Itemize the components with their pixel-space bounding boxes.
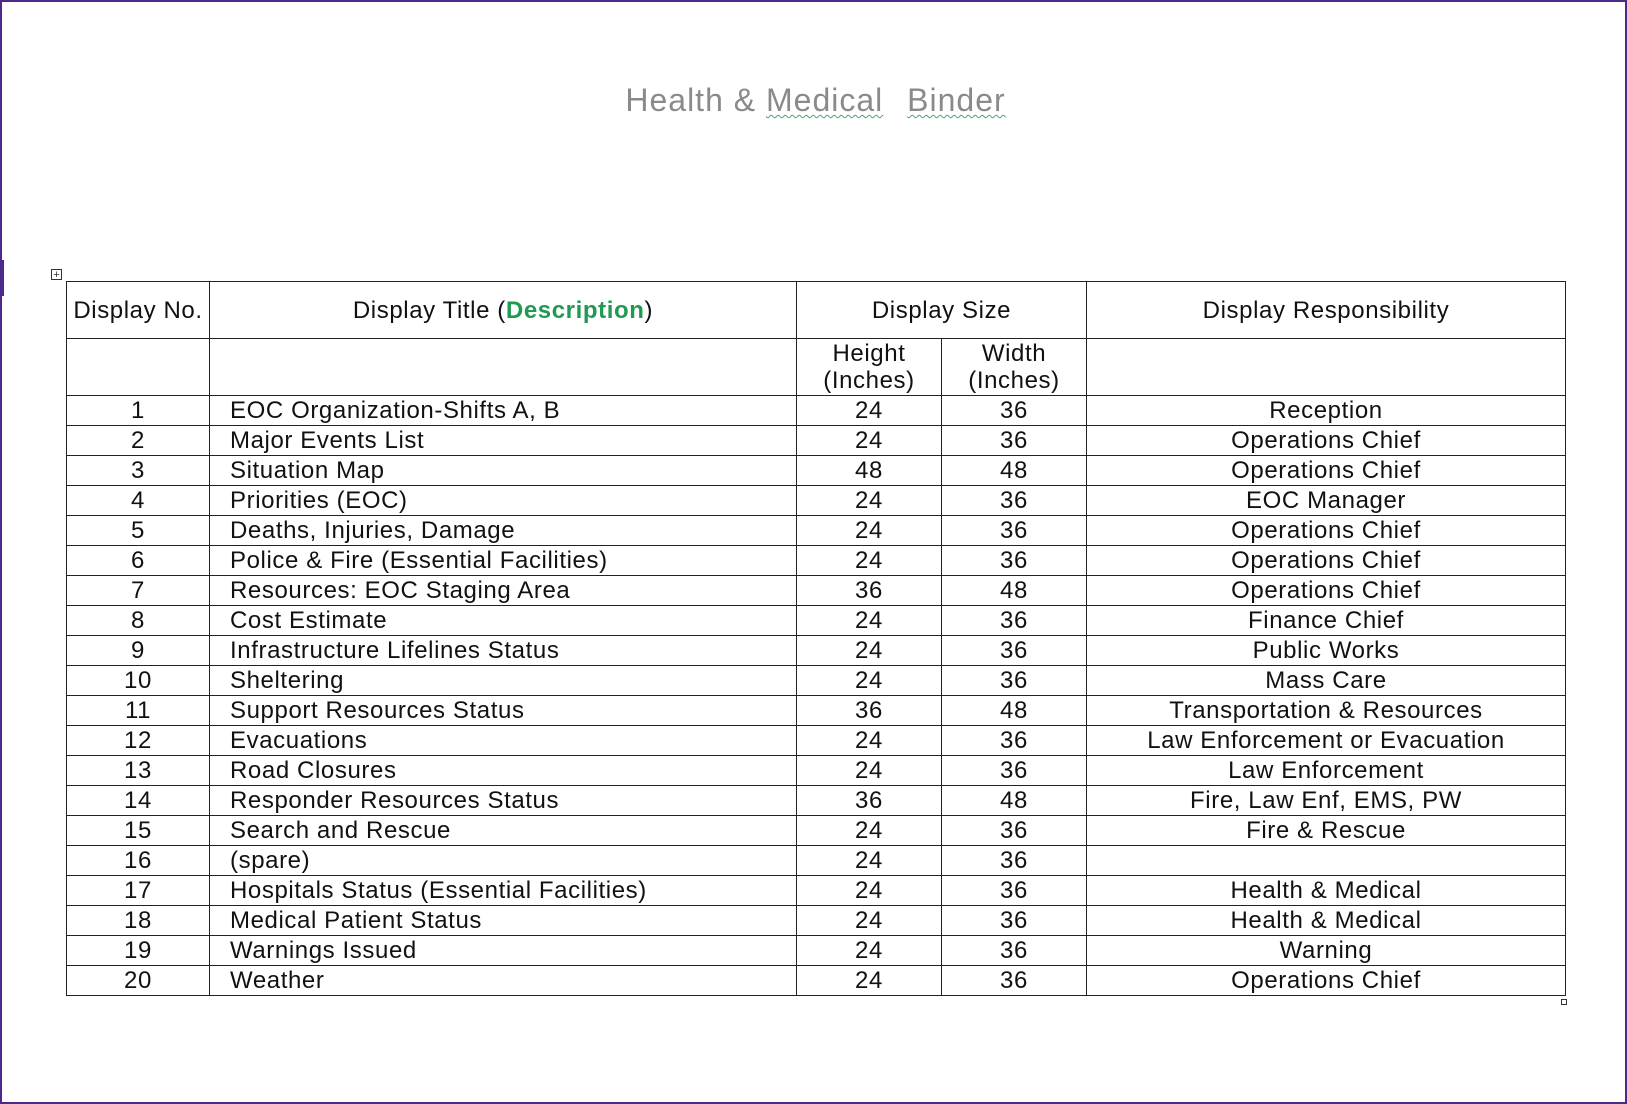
cell-display-title: Major Events List [210, 426, 797, 456]
header-title-suffix: ) [644, 296, 654, 324]
cell-display-no: 12 [67, 726, 210, 756]
cell-height: 24 [797, 546, 942, 576]
title-part-3: Binder [907, 82, 1006, 118]
cell-width: 48 [942, 786, 1087, 816]
cell-display-no: 13 [67, 756, 210, 786]
cell-display-no: 17 [67, 876, 210, 906]
table-row [67, 456, 1566, 486]
cell-height: 24 [797, 486, 942, 516]
cell-display-no: 4 [67, 486, 210, 516]
table-row [67, 756, 1566, 786]
cell-display-no: 15 [67, 816, 210, 846]
cell-height: 24 [797, 396, 942, 426]
cell-width: 48 [942, 696, 1087, 726]
cell-width: 36 [942, 906, 1087, 936]
title-part-2: Medical [765, 82, 884, 118]
cell-display-no: 19 [67, 936, 210, 966]
cell-height: 24 [797, 756, 942, 786]
cell-width: 36 [942, 756, 1087, 786]
cell-width: 36 [942, 546, 1087, 576]
cell-responsibility: Health & Medical [1087, 906, 1566, 936]
header-empty-cell [210, 339, 797, 396]
table-body [67, 282, 1566, 996]
header-display-size: Display Size [797, 282, 1087, 339]
cell-display-no: 3 [67, 456, 210, 486]
cell-width: 36 [942, 816, 1087, 846]
cell-responsibility: Operations Chief [1087, 576, 1566, 606]
cell-display-title: Responder Resources Status [210, 786, 797, 816]
cell-responsibility: Warning [1087, 936, 1566, 966]
table-row [67, 906, 1566, 936]
cell-responsibility: EOC Manager [1087, 486, 1566, 516]
table-row [67, 516, 1566, 546]
cell-width: 36 [942, 486, 1087, 516]
cell-display-no: 9 [67, 636, 210, 666]
cell-width: 36 [942, 516, 1087, 546]
cell-responsibility: Law Enforcement [1087, 756, 1566, 786]
cell-display-no: 5 [67, 516, 210, 546]
cell-responsibility: Finance Chief [1087, 606, 1566, 636]
cell-height: 36 [797, 576, 942, 606]
title-part-1: Health & [625, 82, 757, 118]
cell-display-title: Support Resources Status [210, 696, 797, 726]
cell-responsibility: Transportation & Resources [1087, 696, 1566, 726]
header-display-no: Display No. [67, 282, 210, 339]
table-row [67, 396, 1566, 426]
cell-display-title: Hospitals Status (Essential Facilities) [210, 876, 797, 906]
cell-display-title: Sheltering [210, 666, 797, 696]
table-row [67, 726, 1566, 756]
cell-width: 36 [942, 426, 1087, 456]
table-row [67, 546, 1566, 576]
header-height: Height (Inches) [797, 339, 942, 396]
cell-display-no: 7 [67, 576, 210, 606]
cell-responsibility: Operations Chief [1087, 456, 1566, 486]
cell-display-title: Search and Rescue [210, 816, 797, 846]
cell-display-no: 18 [67, 906, 210, 936]
table-resize-handle[interactable] [1561, 999, 1567, 1005]
cell-width: 36 [942, 726, 1087, 756]
cell-display-title: Cost Estimate [210, 606, 797, 636]
cell-display-no: 16 [67, 846, 210, 876]
cell-height: 24 [797, 666, 942, 696]
cell-height: 24 [797, 636, 942, 666]
cell-display-title: Deaths, Injuries, Damage [210, 516, 797, 546]
cell-display-no: 2 [67, 426, 210, 456]
cell-responsibility: Reception [1087, 396, 1566, 426]
cell-display-title: Infrastructure Lifelines Status [210, 636, 797, 666]
header-display-responsibility: Display Responsibility [1087, 282, 1566, 339]
cell-width: 36 [942, 636, 1087, 666]
header-title-description: Description [505, 296, 645, 324]
cell-display-title: EOC Organization-Shifts A, B [210, 396, 797, 426]
cell-display-title: Warnings Issued [210, 936, 797, 966]
cell-width: 36 [942, 936, 1087, 966]
cell-width: 48 [942, 456, 1087, 486]
header-row-2 [67, 339, 1566, 396]
cell-display-no: 6 [67, 546, 210, 576]
cell-height: 24 [797, 906, 942, 936]
cell-responsibility: Operations Chief [1087, 426, 1566, 456]
table-move-handle-icon[interactable]: + [51, 269, 62, 280]
cell-display-title: Situation Map [210, 456, 797, 486]
cell-width: 48 [942, 576, 1087, 606]
table-row [67, 576, 1566, 606]
header-title-prefix: Display Title ( [352, 296, 506, 324]
cell-display-title: Police & Fire (Essential Facilities) [210, 546, 797, 576]
cell-display-title: Priorities (EOC) [210, 486, 797, 516]
cell-responsibility: Mass Care [1087, 666, 1566, 696]
cell-height: 24 [797, 846, 942, 876]
table-row [67, 786, 1566, 816]
cell-width: 36 [942, 846, 1087, 876]
cell-height: 24 [797, 936, 942, 966]
header-row-1 [67, 282, 1566, 339]
cell-height: 36 [797, 786, 942, 816]
table-row [67, 966, 1566, 996]
cell-display-no: 11 [67, 696, 210, 726]
cell-height: 24 [797, 726, 942, 756]
cell-height: 48 [797, 456, 942, 486]
cell-responsibility: Public Works [1087, 636, 1566, 666]
displays-table [66, 281, 1566, 996]
cell-responsibility: Health & Medical [1087, 876, 1566, 906]
table-row [67, 816, 1566, 846]
cell-height: 24 [797, 426, 942, 456]
cell-responsibility: Fire, Law Enf, EMS, PW [1087, 786, 1566, 816]
cell-responsibility: Fire & Rescue [1087, 816, 1566, 846]
cell-width: 36 [942, 606, 1087, 636]
cell-display-title: Evacuations [210, 726, 797, 756]
table-row [67, 696, 1566, 726]
cell-responsibility: Operations Chief [1087, 546, 1566, 576]
cell-width: 36 [942, 396, 1087, 426]
cell-height: 24 [797, 966, 942, 996]
cell-display-no: 14 [67, 786, 210, 816]
cell-responsibility: Operations Chief [1087, 966, 1566, 996]
header-width: Width (Inches) [942, 339, 1087, 396]
cell-responsibility: Operations Chief [1087, 516, 1566, 546]
table-row [67, 666, 1566, 696]
cell-display-no: 1 [67, 396, 210, 426]
cell-display-title: Weather [210, 966, 797, 996]
cell-display-no: 8 [67, 606, 210, 636]
cell-height: 24 [797, 816, 942, 846]
cell-height: 24 [797, 606, 942, 636]
cell-responsibility: Law Enforcement or Evacuation [1087, 726, 1566, 756]
header-empty-cell [67, 339, 210, 396]
cell-responsibility [1087, 846, 1566, 876]
cell-width: 36 [942, 966, 1087, 996]
table-row [67, 636, 1566, 666]
cell-width: 36 [942, 876, 1087, 906]
table-row [67, 936, 1566, 966]
page-edge-marker [2, 260, 4, 296]
cell-display-title: Road Closures [210, 756, 797, 786]
cell-display-title: (spare) [210, 846, 797, 876]
cell-width: 36 [942, 666, 1087, 696]
cell-display-title: Resources: EOC Staging Area [210, 576, 797, 606]
table-row [67, 426, 1566, 456]
table-row [67, 876, 1566, 906]
table-row [67, 606, 1566, 636]
table-row [67, 846, 1566, 876]
document-title [2, 82, 1627, 119]
header-empty-cell [1087, 339, 1566, 396]
table-row [67, 486, 1566, 516]
cell-display-title: Medical Patient Status [210, 906, 797, 936]
cell-display-no: 10 [67, 666, 210, 696]
cell-height: 24 [797, 876, 942, 906]
header-display-title [210, 282, 797, 339]
cell-display-no: 20 [67, 966, 210, 996]
cell-height: 24 [797, 516, 942, 546]
cell-height: 36 [797, 696, 942, 726]
